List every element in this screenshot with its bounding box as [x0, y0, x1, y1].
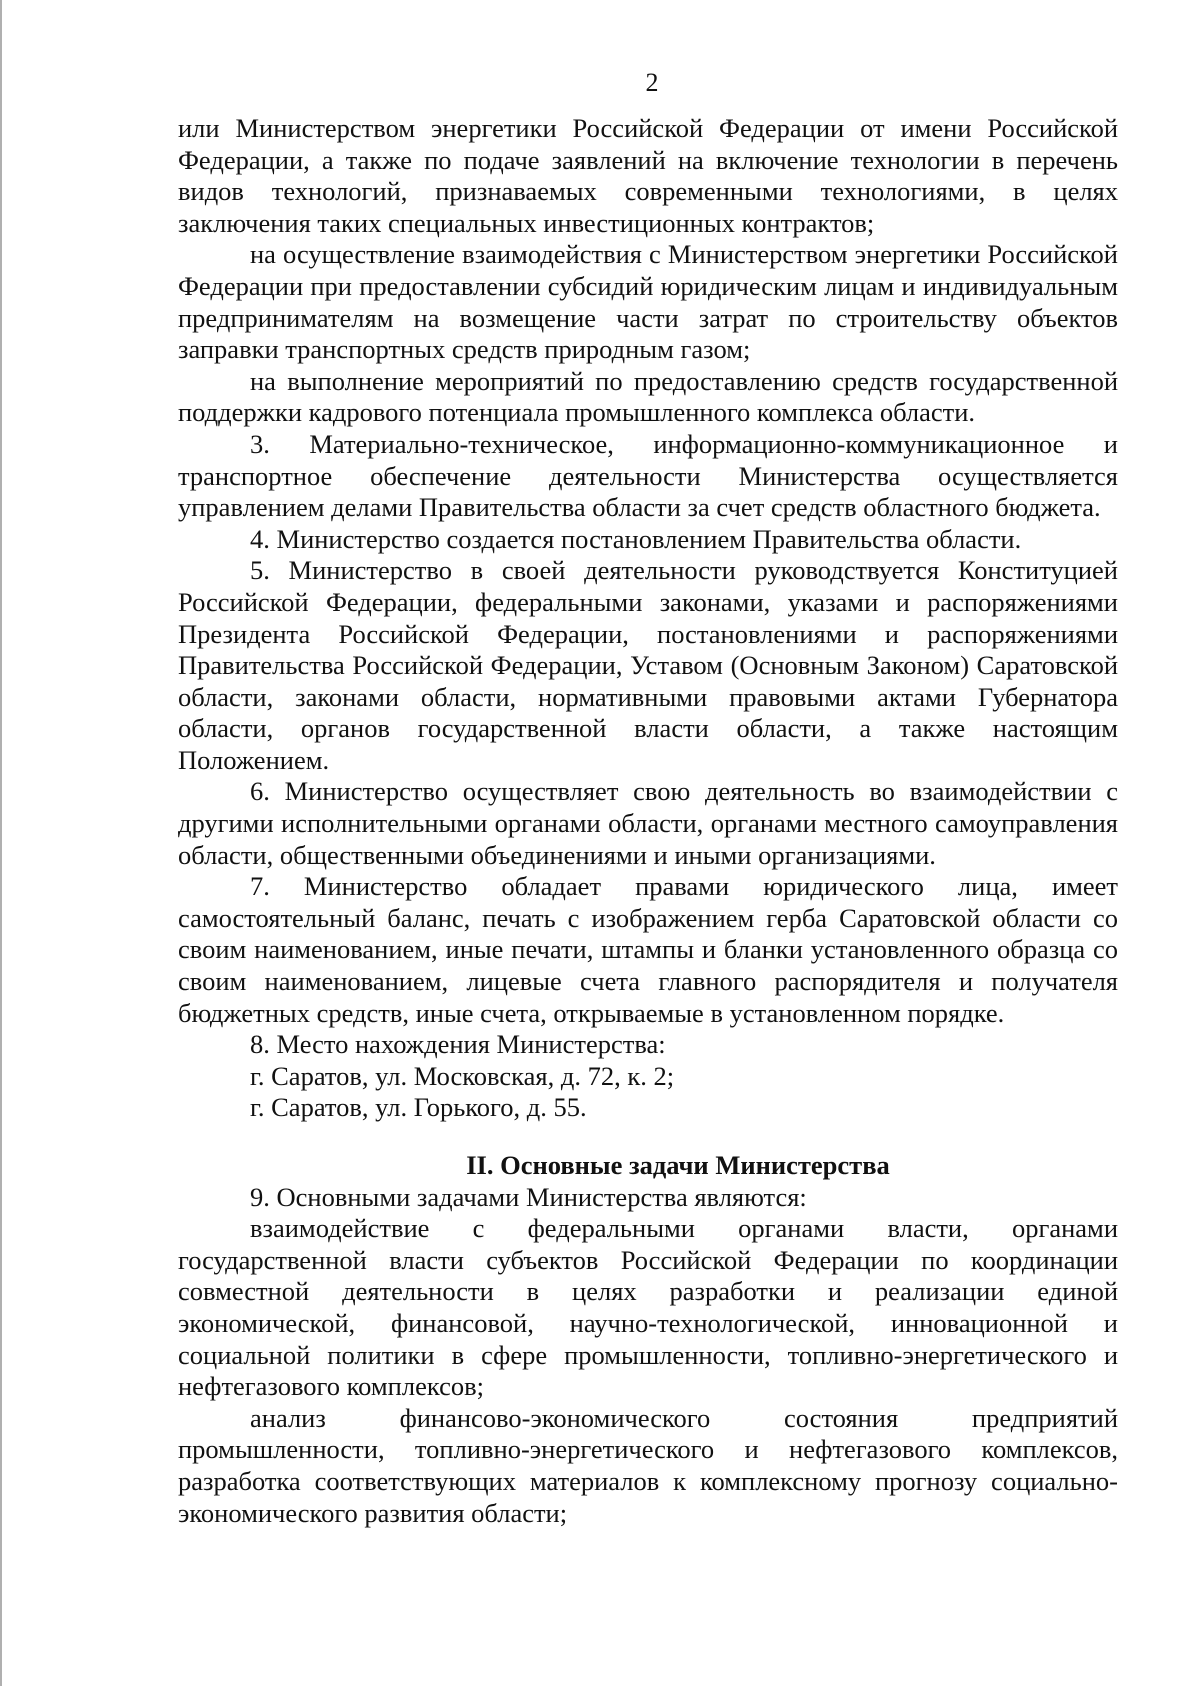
paragraph: 8. Место нахождения Министерства: [250, 1029, 666, 1060]
address-line: г. Саратов, ул. Горького, д. 55. [250, 1092, 587, 1123]
paragraph: 9. Основными задачами Министерства являются: [250, 1181, 807, 1212]
section-heading: II. Основные задачи Министерства [466, 1150, 890, 1180]
paragraph: взаимодействие с федеральными органами власти, органами государственной власти субъектов Российской Федерации по координации совместной деятельности в целях разработки и реализации единой экономической, финансовой, научно-технологической, инновационной и социальной политики в сфере промышленности, топливно-энергетического и нефтегазового комплексов; [178, 1213, 1118, 1402]
page-number: 2 [645, 68, 659, 97]
paragraph: или Министерством энергетики Российской Федерации от имени Российской Федерации, а также по подаче заявлений на включение технологии в перечень видов технологий, признаваемых современными технологиями, в целях заключения таких специальных инвестиционных контрактов; [178, 113, 1118, 238]
paragraph: 3. Материально-техническое, информационно-коммуникационное и транспортное обеспечение деятельности Министерства осуществляется управлением делами Правительства области за счет средств областного бюджета. [178, 428, 1118, 523]
document-body [178, 113, 1118, 1529]
paragraph: на выполнение мероприятий по предоставлению средств государственной поддержки кадрового потенциала промышленного комплекса области. [178, 365, 1118, 428]
paragraph: анализ финансово-экономического состояния предприятий промышленности, топливно-энергетического и нефтегазового комплексов, разработка соответствующих материалов к комплексному прогнозу социально-экономического развития области; [178, 1402, 1118, 1528]
address-line: г. Саратов, ул. Московская, д. 72, к. 2; [250, 1060, 675, 1091]
paragraph: 4. Министерство создается постановлением Правительства области. [250, 523, 1022, 554]
paragraph: 5. Министерство в своей деятельности руководствуется Конституцией Российской Федерации, федеральными законами, указами и распоряжениями Президента Российской Федерации, постановлениями и распоряжениями Правительства Российской Федерации, Уставом (Основным Законом) Саратовской области, законами области, нормативными правовыми актами Губернатора области, органов государственной власти области, а также настоящим Положением. [178, 555, 1118, 775]
paragraph: 7. Министерство обладает правами юридического лица, имеет самостоятельный баланс, печать с изображением герба Саратовской области со своим наименованием, иные печати, штампы и бланки установленного образца со своим наименованием, лицевые счета главного распорядителя и получателя бюджетных средств, иные счета, открываемые в установленном порядке. [178, 871, 1118, 1028]
paragraph: 6. Министерство осуществляет свою деятельность во взаимодействии с другими исполнительными органами области, органами местного самоуправления области, общественными объединениями и иными организациями. [178, 776, 1118, 870]
paragraph: на осуществление взаимодействия с Министерством энергетики Российской Федерации при предоставлении субсидий юридическим лицам и индивидуальным предпринимателям на возмещение части затрат по строительству объектов заправки транспортных средств природным газом; [178, 239, 1118, 365]
